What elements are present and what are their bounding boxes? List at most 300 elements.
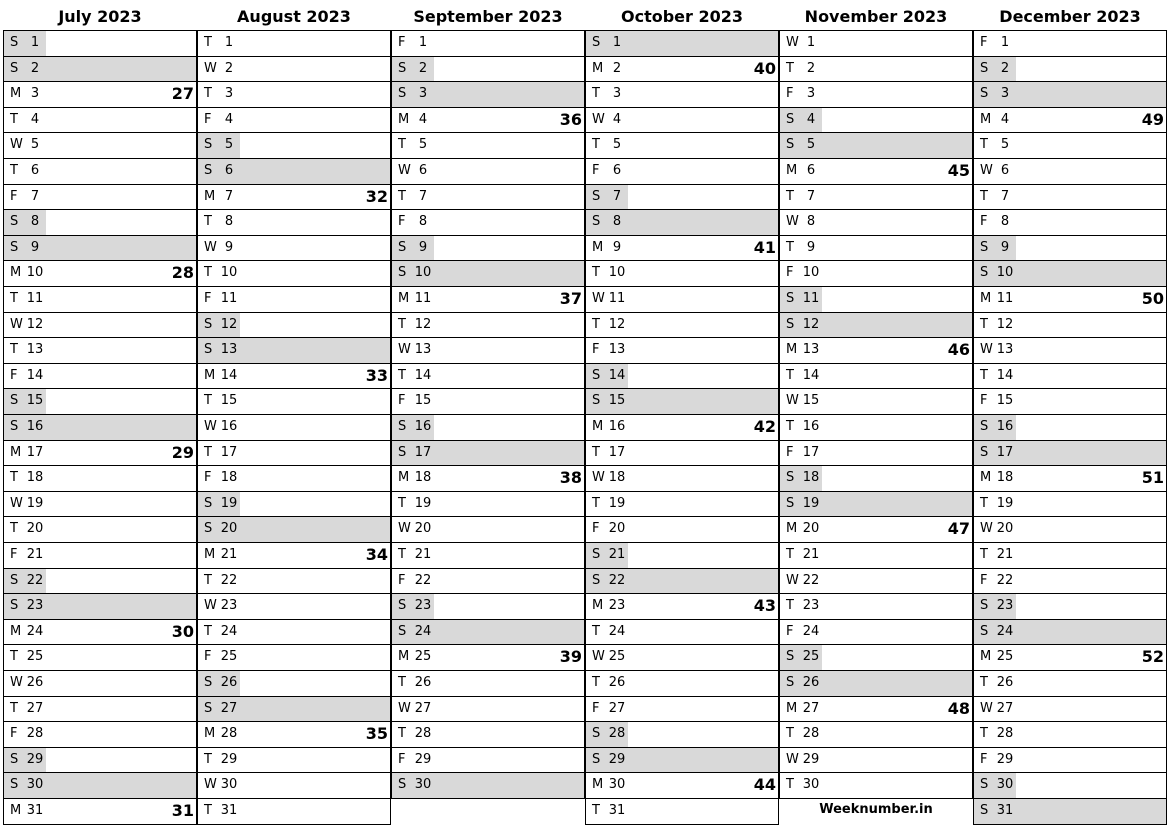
day-row[interactable] (3, 30, 197, 56)
day-number: 28 (802, 726, 820, 742)
day-number: 17 (220, 444, 238, 460)
month-title: August 2023 (237, 7, 351, 26)
day-row[interactable] (391, 516, 585, 542)
week-number: 44 (753, 775, 776, 795)
day-number: 11 (414, 291, 432, 306)
day-row[interactable] (197, 260, 391, 286)
day-row[interactable] (585, 337, 779, 363)
weekday-letter: S (398, 419, 407, 434)
weekday-letter: W (980, 342, 993, 358)
weekday-letter: W (204, 419, 217, 434)
day-row[interactable] (197, 568, 391, 594)
day-row[interactable] (197, 337, 391, 363)
day-number: 20 (414, 521, 432, 537)
day-number: 13 (414, 342, 432, 358)
day-row[interactable] (973, 30, 1167, 56)
day-number: 12 (608, 316, 626, 332)
day-row[interactable] (779, 619, 973, 645)
day-row[interactable] (391, 721, 585, 747)
day-row[interactable] (973, 619, 1167, 645)
day-row[interactable] (973, 286, 1167, 312)
day-row[interactable] (197, 542, 391, 568)
day-row[interactable] (585, 235, 779, 261)
day-row[interactable] (973, 414, 1167, 440)
day-number: 6 (30, 163, 40, 178)
day-row[interactable] (197, 798, 391, 825)
day-row[interactable] (3, 721, 197, 747)
day-row[interactable] (585, 721, 779, 747)
weekday-letter: M (980, 649, 992, 665)
weekday-letter: S (204, 495, 213, 511)
day-row[interactable] (779, 337, 973, 363)
day-number: 4 (418, 111, 428, 127)
day-number: 17 (802, 444, 820, 460)
day-row[interactable] (585, 30, 779, 56)
day-row[interactable] (391, 81, 585, 107)
day-row[interactable] (585, 388, 779, 414)
day-row[interactable] (197, 772, 391, 798)
day-number: 7 (418, 188, 428, 204)
day-row[interactable] (779, 670, 973, 696)
day-row[interactable] (779, 772, 973, 799)
weekday-letter: T (204, 751, 212, 767)
day-row[interactable] (197, 158, 391, 184)
day-row[interactable] (391, 337, 585, 363)
day-row[interactable] (197, 491, 391, 517)
weekday-letter: F (786, 444, 794, 460)
day-row[interactable] (585, 414, 779, 440)
day-row[interactable] (3, 644, 197, 670)
day-row[interactable] (197, 670, 391, 696)
day-row[interactable] (391, 644, 585, 670)
day-row[interactable] (391, 670, 585, 696)
day-row[interactable] (391, 286, 585, 312)
week-number: 42 (753, 417, 776, 436)
day-row[interactable] (779, 184, 973, 210)
day-row[interactable] (3, 542, 197, 568)
day-row[interactable] (197, 414, 391, 440)
day-row[interactable] (585, 465, 779, 491)
day-row[interactable] (3, 491, 197, 517)
day-row[interactable] (779, 721, 973, 747)
day-row[interactable] (197, 107, 391, 133)
day-row[interactable] (779, 286, 973, 312)
day-row[interactable] (391, 363, 585, 389)
week-number: 39 (559, 647, 582, 667)
day-number: 29 (802, 751, 820, 767)
day-row[interactable] (3, 312, 197, 338)
day-row[interactable] (585, 56, 779, 82)
day-row[interactable] (585, 696, 779, 722)
day-number: 16 (608, 419, 626, 434)
day-number: 18 (414, 470, 432, 486)
day-row[interactable] (585, 260, 779, 286)
day-row[interactable] (391, 747, 585, 773)
day-row[interactable] (585, 798, 779, 825)
day-row[interactable] (973, 184, 1167, 210)
day-row[interactable] (973, 747, 1167, 773)
weekday-letter: T (398, 188, 406, 204)
day-row[interactable] (585, 440, 779, 466)
weekday-letter: T (398, 316, 406, 332)
day-row[interactable] (779, 132, 973, 158)
day-row[interactable] (3, 286, 197, 312)
day-number: 15 (26, 393, 44, 409)
day-number: 22 (220, 572, 238, 588)
day-row[interactable] (197, 235, 391, 261)
weekday-letter: T (786, 777, 794, 793)
day-row[interactable] (391, 414, 585, 440)
column-border (1166, 30, 1167, 825)
day-row[interactable] (197, 465, 391, 491)
day-row[interactable] (391, 184, 585, 210)
day-row[interactable] (197, 81, 391, 107)
day-number: 30 (996, 777, 1014, 793)
day-row[interactable] (391, 107, 585, 133)
day-row[interactable] (585, 491, 779, 517)
day-row[interactable] (197, 747, 391, 773)
day-row[interactable] (197, 593, 391, 619)
day-row[interactable] (779, 312, 973, 338)
day-row[interactable] (3, 414, 197, 440)
day-row[interactable] (973, 644, 1167, 670)
day-row[interactable] (3, 388, 197, 414)
day-row[interactable] (391, 465, 585, 491)
weekday-letter: T (786, 239, 794, 255)
weekday-letter: S (980, 419, 989, 434)
day-number: 8 (806, 214, 816, 230)
day-row[interactable] (585, 516, 779, 542)
day-number: 17 (26, 444, 44, 460)
day-row[interactable] (973, 568, 1167, 594)
day-row[interactable] (779, 388, 973, 414)
day-number: 27 (996, 700, 1014, 716)
day-row[interactable] (973, 465, 1167, 491)
day-row[interactable] (973, 312, 1167, 338)
day-row[interactable] (197, 209, 391, 235)
day-row[interactable] (973, 81, 1167, 107)
weekday-letter: T (204, 35, 212, 50)
day-row[interactable] (973, 337, 1167, 363)
week-number: 30 (171, 621, 194, 641)
weekday-letter: S (398, 623, 407, 639)
day-row[interactable] (3, 363, 197, 389)
day-number: 28 (608, 726, 626, 742)
day-row[interactable] (3, 670, 197, 696)
day-row[interactable] (779, 56, 973, 82)
day-row[interactable] (3, 696, 197, 722)
weekday-letter: W (398, 521, 411, 537)
day-number: 15 (220, 393, 238, 409)
day-row[interactable] (973, 798, 1167, 825)
day-row[interactable] (779, 491, 973, 517)
day-row[interactable] (391, 440, 585, 466)
day-number: 2 (30, 60, 40, 76)
day-row[interactable] (391, 312, 585, 338)
day-row[interactable] (585, 593, 779, 619)
weekday-letter: T (398, 367, 406, 383)
day-row[interactable] (197, 644, 391, 670)
day-row[interactable] (779, 107, 973, 133)
day-row[interactable] (779, 209, 973, 235)
day-number: 23 (802, 598, 820, 614)
day-number: 19 (608, 495, 626, 511)
weekday-letter: T (980, 547, 988, 562)
weekday-letter: M (204, 726, 216, 742)
day-row[interactable] (973, 235, 1167, 261)
day-row[interactable] (3, 260, 197, 286)
day-row[interactable] (391, 158, 585, 184)
day-number: 8 (418, 214, 428, 230)
weekday-letter: S (980, 803, 989, 818)
day-number: 6 (806, 163, 816, 178)
weekday-letter: S (980, 86, 989, 102)
day-row[interactable] (973, 107, 1167, 133)
day-row[interactable] (779, 465, 973, 491)
day-number: 4 (30, 111, 40, 127)
day-row[interactable] (391, 132, 585, 158)
day-row[interactable] (585, 132, 779, 158)
weekday-letter: F (980, 393, 988, 409)
day-row[interactable] (973, 260, 1167, 286)
day-number: 7 (1000, 188, 1010, 204)
day-row[interactable] (973, 363, 1167, 389)
day-row[interactable] (973, 209, 1167, 235)
day-row[interactable] (391, 619, 585, 645)
weekday-letter: M (398, 291, 410, 306)
day-row[interactable] (973, 516, 1167, 542)
day-row[interactable] (585, 158, 779, 184)
day-row[interactable] (585, 772, 779, 798)
day-row[interactable] (3, 747, 197, 773)
day-row[interactable] (197, 184, 391, 210)
weekday-letter: T (980, 367, 988, 383)
weekday-letter: S (980, 444, 989, 460)
weekday-letter: S (592, 35, 601, 50)
day-number: 20 (996, 521, 1014, 537)
day-number: 7 (806, 188, 816, 204)
day-row[interactable] (973, 56, 1167, 82)
day-row[interactable] (779, 516, 973, 542)
day-number: 7 (224, 188, 234, 204)
day-row[interactable] (197, 516, 391, 542)
day-row[interactable] (973, 721, 1167, 747)
site-link[interactable]: Weeknumber.in (819, 802, 933, 817)
weekday-letter: W (10, 495, 23, 511)
day-row[interactable] (3, 619, 197, 645)
day-row[interactable] (3, 107, 197, 133)
day-row[interactable] (779, 542, 973, 568)
month-title: September 2023 (413, 7, 563, 26)
weekday-letter: S (980, 265, 989, 281)
weekday-letter: F (980, 214, 988, 230)
day-number: 22 (414, 572, 432, 588)
day-row[interactable] (585, 542, 779, 568)
day-number: 17 (608, 444, 626, 460)
weekday-letter: W (786, 572, 799, 588)
day-row[interactable] (3, 184, 197, 210)
day-row[interactable] (391, 30, 585, 56)
weekday-letter: S (10, 60, 19, 76)
weekday-letter: T (398, 495, 406, 511)
weekday-letter: S (398, 239, 407, 255)
day-row[interactable] (391, 568, 585, 594)
day-row[interactable] (585, 568, 779, 594)
day-row[interactable] (197, 30, 391, 56)
day-number: 26 (414, 675, 432, 690)
day-number: 25 (802, 649, 820, 665)
day-row[interactable] (585, 644, 779, 670)
day-number: 16 (802, 419, 820, 434)
day-row[interactable] (585, 81, 779, 107)
day-row[interactable] (973, 696, 1167, 722)
day-row[interactable] (585, 107, 779, 133)
day-row[interactable] (3, 516, 197, 542)
day-number: 20 (608, 521, 626, 537)
day-row[interactable] (3, 593, 197, 619)
weekday-letter: M (10, 86, 22, 102)
weekday-letter: T (10, 342, 18, 358)
day-row[interactable] (197, 363, 391, 389)
day-number: 24 (996, 623, 1014, 639)
week-number: 49 (1141, 109, 1164, 129)
weekday-letter: S (786, 111, 795, 127)
day-row[interactable] (585, 209, 779, 235)
day-row[interactable] (973, 388, 1167, 414)
day-row[interactable] (779, 593, 973, 619)
day-row[interactable] (585, 286, 779, 312)
day-row[interactable] (197, 388, 391, 414)
day-row[interactable] (3, 158, 197, 184)
day-row[interactable] (973, 670, 1167, 696)
weekday-letter: T (592, 86, 600, 102)
day-row[interactable] (3, 235, 197, 261)
weekday-letter: T (592, 265, 600, 281)
day-row[interactable] (585, 312, 779, 338)
day-row[interactable] (779, 363, 973, 389)
day-row[interactable] (779, 696, 973, 722)
weekday-letter: T (10, 163, 18, 178)
day-row[interactable] (3, 772, 197, 798)
day-row[interactable] (197, 132, 391, 158)
day-row[interactable] (585, 670, 779, 696)
day-row[interactable] (197, 312, 391, 338)
day-row[interactable] (391, 542, 585, 568)
day-row[interactable] (973, 440, 1167, 466)
day-row[interactable] (585, 363, 779, 389)
day-row[interactable] (391, 209, 585, 235)
day-row[interactable] (391, 235, 585, 261)
weekday-letter: T (204, 803, 212, 818)
day-number: 26 (220, 675, 238, 690)
day-number: 1 (1000, 35, 1010, 50)
day-row[interactable] (3, 132, 197, 158)
weekday-letter: S (786, 137, 795, 153)
day-row[interactable] (779, 568, 973, 594)
day-row[interactable] (779, 440, 973, 466)
day-row[interactable] (197, 619, 391, 645)
day-number: 29 (608, 751, 626, 767)
day-number: 8 (1000, 214, 1010, 230)
day-row[interactable] (779, 81, 973, 107)
day-row[interactable] (779, 747, 973, 773)
day-row[interactable] (585, 184, 779, 210)
weekday-letter: T (204, 86, 212, 102)
week-number: 52 (1141, 647, 1164, 667)
day-row[interactable] (779, 235, 973, 261)
day-row[interactable] (973, 593, 1167, 619)
weekday-letter: M (786, 342, 798, 358)
weekday-letter: T (786, 547, 794, 562)
day-row[interactable] (3, 568, 197, 594)
day-row[interactable] (197, 721, 391, 747)
day-number: 23 (996, 598, 1014, 614)
day-row[interactable] (391, 696, 585, 722)
day-row[interactable] (391, 772, 585, 799)
day-row[interactable] (973, 772, 1167, 798)
day-row[interactable] (197, 440, 391, 466)
day-number: 15 (414, 393, 432, 409)
day-row[interactable] (3, 337, 197, 363)
weekday-letter: F (10, 188, 18, 204)
day-row[interactable] (391, 388, 585, 414)
day-row[interactable] (779, 158, 973, 184)
day-number: 5 (612, 137, 622, 153)
day-row[interactable] (391, 56, 585, 82)
day-row[interactable] (973, 132, 1167, 158)
day-row[interactable] (3, 465, 197, 491)
day-row[interactable] (779, 644, 973, 670)
weekday-letter: S (786, 291, 795, 306)
day-number: 10 (26, 265, 44, 281)
day-row[interactable] (391, 593, 585, 619)
week-number: 46 (947, 340, 970, 360)
day-row[interactable] (973, 491, 1167, 517)
day-number: 25 (414, 649, 432, 665)
day-row[interactable] (391, 491, 585, 517)
weekday-letter: W (592, 649, 605, 665)
day-row[interactable] (3, 56, 197, 82)
day-row[interactable] (779, 260, 973, 286)
day-row[interactable] (973, 542, 1167, 568)
day-row[interactable] (3, 440, 197, 466)
day-row[interactable] (3, 81, 197, 107)
week-number: 45 (947, 161, 970, 180)
day-row[interactable] (197, 286, 391, 312)
day-row[interactable] (197, 696, 391, 722)
day-row[interactable] (3, 209, 197, 235)
day-row[interactable] (391, 260, 585, 286)
day-number: 10 (996, 265, 1014, 281)
day-row[interactable] (779, 414, 973, 440)
week-number: 34 (365, 545, 388, 564)
day-row[interactable] (973, 158, 1167, 184)
day-row[interactable] (779, 30, 973, 56)
day-row[interactable] (197, 56, 391, 82)
day-number: 23 (26, 598, 44, 614)
day-row[interactable] (585, 747, 779, 773)
day-number: 22 (802, 572, 820, 588)
day-row[interactable] (3, 798, 197, 825)
weekday-letter: F (592, 163, 600, 178)
weekday-letter: F (204, 111, 212, 127)
weekday-letter: M (398, 111, 410, 127)
day-number: 19 (996, 495, 1014, 511)
day-number: 19 (802, 495, 820, 511)
weekday-letter: S (980, 623, 989, 639)
day-number: 15 (996, 393, 1014, 409)
day-row[interactable] (585, 619, 779, 645)
